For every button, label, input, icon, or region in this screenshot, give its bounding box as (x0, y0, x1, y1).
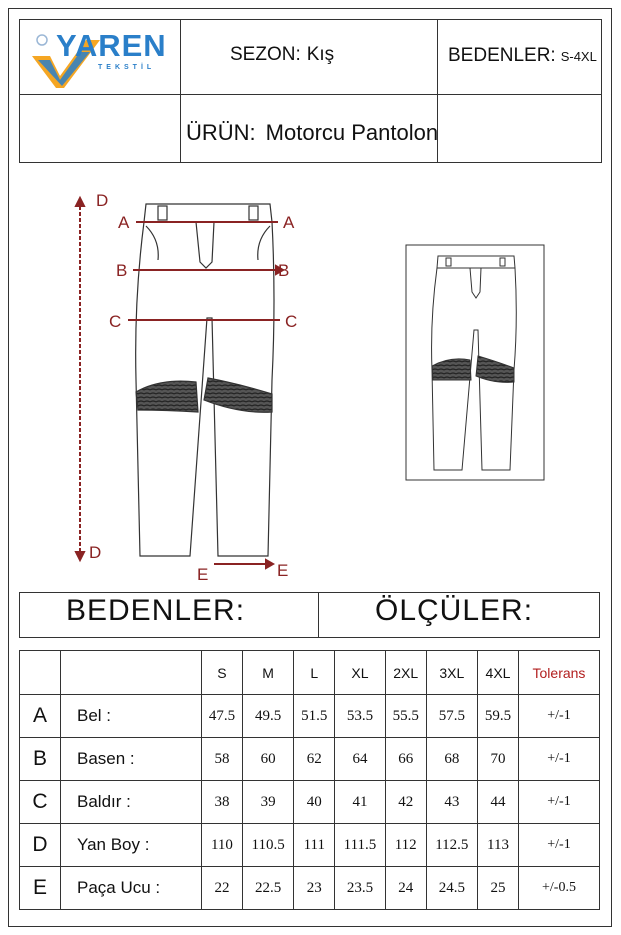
value-cell: 68 (426, 738, 477, 781)
value-cell: 24 (385, 867, 426, 910)
product-value: Motorcu Pantolon (265, 120, 439, 145)
row-letter: B (20, 738, 61, 781)
tolerance-cell: +/-1 (518, 695, 599, 738)
pants-back-view (432, 256, 517, 470)
row-name: Paça Ucu : (61, 867, 202, 910)
value-cell: 41 (335, 781, 386, 824)
tolerance-cell: +/-1 (518, 781, 599, 824)
value-cell: 40 (294, 781, 335, 824)
value-cell: 53.5 (335, 695, 386, 738)
label-b-right: B (278, 261, 290, 280)
value-cell: 70 (478, 738, 519, 781)
table-row (20, 738, 600, 781)
value-cell: 49.5 (242, 695, 293, 738)
table-row (20, 824, 600, 867)
table-row (20, 695, 600, 738)
row-name: Basen : (61, 738, 202, 781)
table-header-row (20, 651, 600, 695)
row-name: Yan Boy : (61, 824, 202, 867)
header-empty-letter (20, 651, 61, 695)
value-cell: 55.5 (385, 695, 426, 738)
value-cell: 112.5 (426, 824, 477, 867)
season-value: Kış (306, 44, 335, 65)
header-empty-name (61, 651, 202, 695)
value-cell: 113 (478, 824, 519, 867)
size-header: L (294, 651, 335, 695)
label-c-left: C (109, 312, 122, 331)
pants-front-view (136, 204, 274, 556)
value-cell: 22 (202, 867, 243, 910)
value-cell: 62 (294, 738, 335, 781)
label-e-left: E (197, 565, 209, 584)
value-cell: 25 (478, 867, 519, 910)
section-measurements-title: ÖLÇÜLER: (375, 594, 534, 627)
size-header: M (242, 651, 293, 695)
value-cell: 51.5 (294, 695, 335, 738)
value-cell: 57.5 (426, 695, 477, 738)
product-label: ÜRÜN: (186, 120, 256, 145)
label-d-bottom: D (89, 543, 102, 562)
size-range-label: BEDENLER: (448, 45, 556, 66)
value-cell: 59.5 (478, 695, 519, 738)
brand-name: YAREN (56, 28, 167, 63)
brand-subtitle: TEKSTİL (98, 64, 156, 71)
row-name: Bel : (61, 695, 202, 738)
label-b-left: B (116, 261, 128, 280)
size-chart-table (19, 650, 600, 910)
value-cell: 60 (242, 738, 293, 781)
row-name: Baldır : (61, 781, 202, 824)
row-letter: D (20, 824, 61, 867)
size-header: 3XL (426, 651, 477, 695)
table-row (20, 867, 600, 910)
value-cell: 23.5 (335, 867, 386, 910)
value-cell: 111.5 (335, 824, 386, 867)
label-a-right: A (283, 213, 295, 232)
value-cell: 110.5 (242, 824, 293, 867)
section-bar-divider (318, 592, 319, 638)
value-cell: 47.5 (202, 695, 243, 738)
section-sizes-title: BEDENLER: (66, 594, 246, 627)
value-cell: 111 (294, 824, 335, 867)
row-letter: E (20, 867, 61, 910)
value-cell: 66 (385, 738, 426, 781)
size-header: 2XL (385, 651, 426, 695)
season-label: SEZON: (230, 44, 301, 65)
size-header: 4XL (478, 651, 519, 695)
size-range-value: S-4XL (560, 48, 597, 64)
label-d-top: D (96, 191, 109, 210)
value-cell: 39 (242, 781, 293, 824)
value-cell: 38 (202, 781, 243, 824)
value-cell: 24.5 (426, 867, 477, 910)
row-letter: C (20, 781, 61, 824)
row-letter: A (20, 695, 61, 738)
back-view-box (406, 245, 544, 480)
value-cell: 110 (202, 824, 243, 867)
value-cell: 58 (202, 738, 243, 781)
tolerance-cell: +/-1 (518, 738, 599, 781)
value-cell: 64 (335, 738, 386, 781)
label-c-right: C (285, 312, 298, 331)
label-a-left: A (118, 213, 130, 232)
value-cell: 23 (294, 867, 335, 910)
value-cell: 44 (478, 781, 519, 824)
value-cell: 22.5 (242, 867, 293, 910)
tolerance-cell: +/-0.5 (518, 867, 599, 910)
tolerance-header: Tolerans (518, 651, 599, 695)
tolerance-cell: +/-1 (518, 824, 599, 867)
value-cell: 112 (385, 824, 426, 867)
size-header: XL (335, 651, 386, 695)
value-cell: 43 (426, 781, 477, 824)
table-row (20, 781, 600, 824)
size-header: S (202, 651, 243, 695)
label-e-right: E (277, 561, 289, 580)
value-cell: 42 (385, 781, 426, 824)
